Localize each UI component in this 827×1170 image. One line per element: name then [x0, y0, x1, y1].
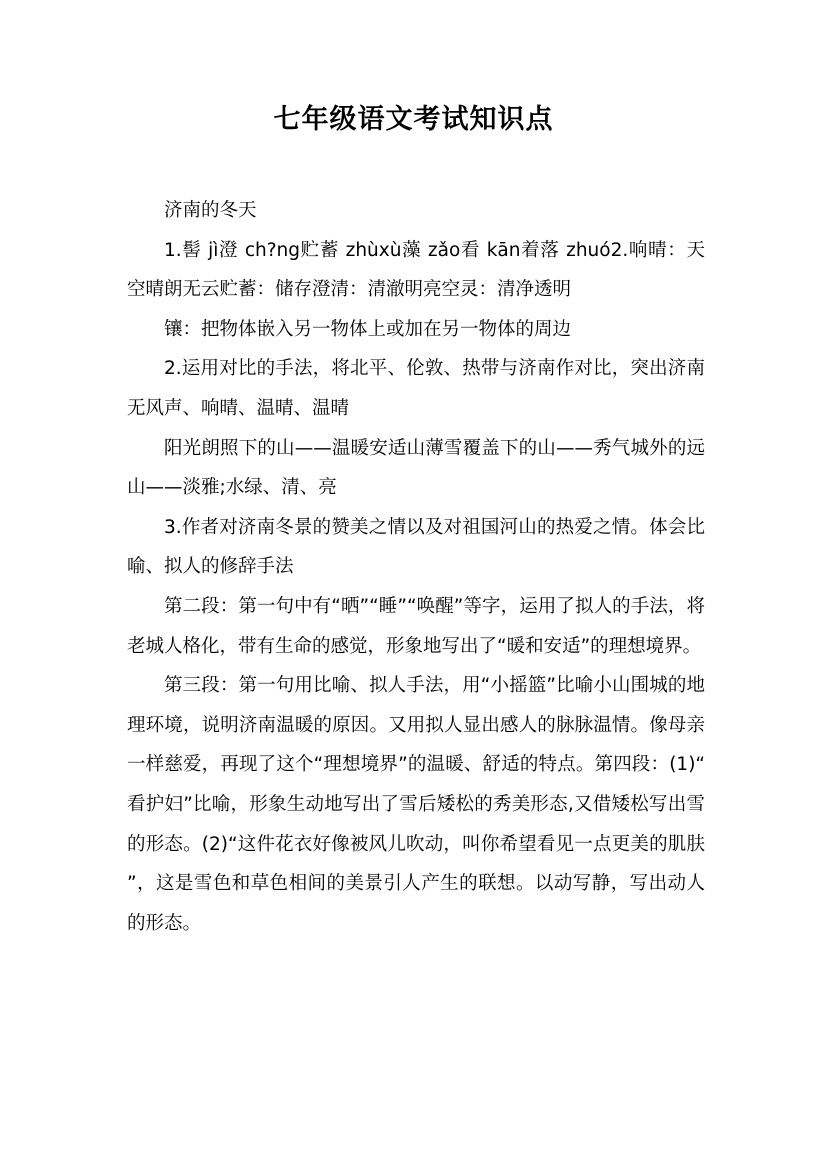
paragraph-mountains: 阳光朗照下的山——温暖安适山薄雪覆盖下的山——秀气城外的远山——淡雅;水绿、清、亮: [127, 437, 705, 499]
paragraph-vocabulary: 1.髻 jì澄 ch?ng贮蓄 zhùxù藻 zǎo看 kān着落 zhuó2.响晴：天空晴朗无云贮蓄：储存澄清：清澈明亮空灵：清净透明: [127, 239, 705, 301]
paragraph-second-section: 第二段：第一句中有“晒”“睡”“唤醒”等字，运用了拟人的手法，将老城人格化，带有生命的感觉，形象地写出了“暖和安适”的理想境界。: [127, 595, 705, 657]
paragraph-definition: 镶：把物体嵌入另一物体上或加在另一物体的周边: [164, 318, 572, 340]
paragraph-theme: 3.作者对济南冬景的赞美之情以及对祖国河山的热爱之情。体会比喻、拟人的修辞手法: [127, 516, 705, 578]
document-title: 七年级语文考试知识点: [273, 104, 554, 135]
document-body: [127, 191, 705, 943]
paragraph-contrast: 2.运用对比的手法，将北平、伦敦、热带与济南作对比，突出济南无风声、响晴、温晴、温晴: [127, 358, 705, 419]
section-heading: 济南的冬天: [164, 200, 257, 221]
paragraph-third-section: 第三段：第一句用比喻、拟人手法，用“小摇篮”比喻小山围城的地理环境，说明济南温暖的原因。又用拟人显出感人的脉脉温情。像母亲一样慈爱，再现了这个“理想境界”的温暖、舒适的特点。第四段：(1)“看护妇”比喻，形象生动地写出了雪后矮松的秀美形态,又借矮松写出雪的形态。(2)“这件花衣好像被风儿吹动，叫你希望看见一点更美的肌肤”，这是雪色和草色相间的美景引人产生的联想。以动写静，写出动人的形态。: [127, 675, 705, 934]
